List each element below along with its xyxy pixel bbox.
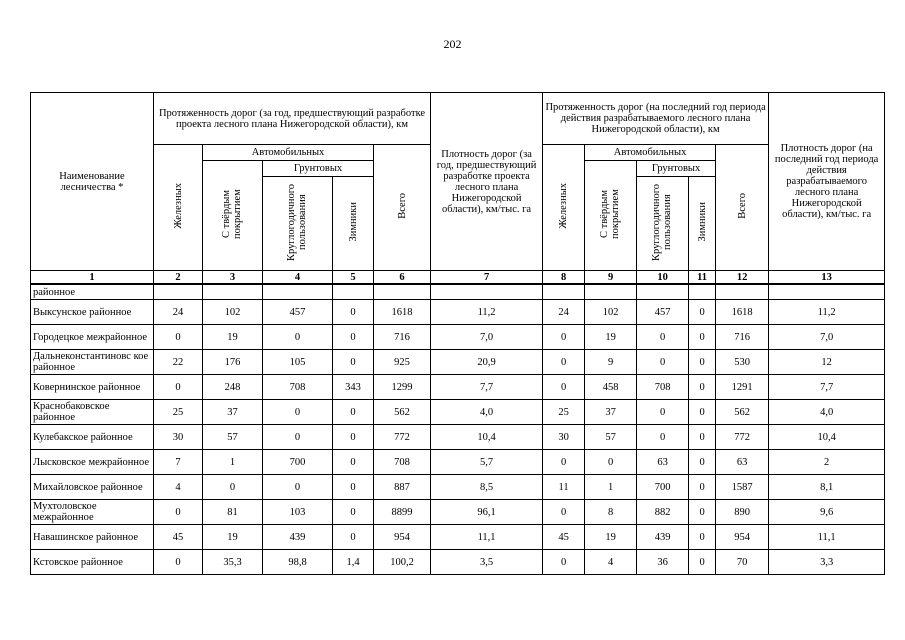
forestry-name-cell: районное bbox=[31, 284, 154, 300]
forestry-name-cell: Городецкое межрайонное bbox=[31, 325, 154, 350]
value-cell bbox=[637, 284, 689, 300]
value-cell: 0 bbox=[689, 500, 716, 525]
column-number: 4 bbox=[263, 271, 333, 285]
value-cell: 716 bbox=[716, 325, 769, 350]
header-group2: Протяженность дорог (на последний год периода действия разрабатываемого лесного плана Нижегородской области), км bbox=[543, 93, 769, 145]
value-cell: 0 bbox=[689, 425, 716, 450]
value-cell: 7 bbox=[154, 450, 203, 475]
forestry-name-cell: Выксунское районное bbox=[31, 300, 154, 325]
value-cell: 0 bbox=[689, 475, 716, 500]
value-cell: 8,1 bbox=[769, 475, 885, 500]
value-cell: 24 bbox=[543, 300, 585, 325]
value-cell bbox=[154, 284, 203, 300]
value-cell: 70 bbox=[716, 550, 769, 575]
value-cell: 9,6 bbox=[769, 500, 885, 525]
table-row bbox=[31, 325, 885, 350]
column-number: 9 bbox=[585, 271, 637, 285]
value-cell: 0 bbox=[263, 325, 333, 350]
value-cell: 11,1 bbox=[431, 525, 543, 550]
value-cell: 0 bbox=[689, 400, 716, 425]
value-cell: 98,8 bbox=[263, 550, 333, 575]
value-cell: 0 bbox=[263, 400, 333, 425]
value-cell bbox=[543, 284, 585, 300]
value-cell: 12 bbox=[769, 350, 885, 375]
value-cell: 7,0 bbox=[431, 325, 543, 350]
value-cell: 57 bbox=[203, 425, 263, 450]
column-number: 1 bbox=[31, 271, 154, 285]
value-cell: 25 bbox=[154, 400, 203, 425]
column-number: 3 bbox=[203, 271, 263, 285]
forestry-name-cell: Ковернинское районное bbox=[31, 375, 154, 400]
value-cell: 1618 bbox=[374, 300, 431, 325]
header-total-2: Всего bbox=[716, 145, 769, 271]
value-cell: 0 bbox=[585, 450, 637, 475]
table-row bbox=[31, 300, 885, 325]
value-cell: 708 bbox=[374, 450, 431, 475]
value-cell: 1618 bbox=[716, 300, 769, 325]
value-cell: 37 bbox=[585, 400, 637, 425]
value-cell: 0 bbox=[689, 375, 716, 400]
value-cell: 458 bbox=[585, 375, 637, 400]
value-cell: 0 bbox=[333, 400, 374, 425]
roads-table bbox=[30, 92, 885, 575]
value-cell: 0 bbox=[637, 325, 689, 350]
value-cell: 8 bbox=[585, 500, 637, 525]
value-cell: 37 bbox=[203, 400, 263, 425]
value-cell: 0 bbox=[203, 475, 263, 500]
header-allyear-2: Круглогодичного пользования bbox=[637, 177, 689, 271]
value-cell: 0 bbox=[154, 325, 203, 350]
header-rail-2: Железных bbox=[543, 145, 585, 271]
value-cell: 102 bbox=[585, 300, 637, 325]
value-cell bbox=[263, 284, 333, 300]
value-cell: 8,5 bbox=[431, 475, 543, 500]
value-cell: 700 bbox=[637, 475, 689, 500]
value-cell: 0 bbox=[333, 425, 374, 450]
header-total-1: Всего bbox=[374, 145, 431, 271]
value-cell: 0 bbox=[333, 475, 374, 500]
table-row bbox=[31, 500, 885, 525]
header-ground-2: Грунтовых bbox=[637, 161, 716, 177]
header-winter-2: Зимники bbox=[689, 177, 716, 271]
forestry-name-cell: Краснобаковское районное bbox=[31, 400, 154, 425]
value-cell: 11,2 bbox=[431, 300, 543, 325]
column-number-row bbox=[31, 271, 885, 285]
value-cell: 0 bbox=[689, 450, 716, 475]
value-cell: 1,4 bbox=[333, 550, 374, 575]
value-cell: 96,1 bbox=[431, 500, 543, 525]
value-cell: 35,3 bbox=[203, 550, 263, 575]
value-cell: 343 bbox=[333, 375, 374, 400]
value-cell: 1 bbox=[203, 450, 263, 475]
forestry-name-cell: Кулебакское районное bbox=[31, 425, 154, 450]
forestry-name-cell: Навашинское районное bbox=[31, 525, 154, 550]
header-paved-2: С твёрдым покрытием bbox=[585, 161, 637, 271]
value-cell: 63 bbox=[716, 450, 769, 475]
value-cell: 3,3 bbox=[769, 550, 885, 575]
header-winter-1: Зимники bbox=[333, 177, 374, 271]
value-cell: 716 bbox=[374, 325, 431, 350]
value-cell bbox=[769, 284, 885, 300]
value-cell: 2 bbox=[769, 450, 885, 475]
value-cell: 0 bbox=[689, 525, 716, 550]
value-cell: 0 bbox=[637, 425, 689, 450]
header-name-col: Наименование лесничества * bbox=[31, 93, 154, 271]
value-cell: 0 bbox=[154, 500, 203, 525]
table-row bbox=[31, 400, 885, 425]
forestry-name-cell: Кстовское районное bbox=[31, 550, 154, 575]
value-cell: 530 bbox=[716, 350, 769, 375]
value-cell: 0 bbox=[637, 400, 689, 425]
column-number: 8 bbox=[543, 271, 585, 285]
header-rail-1: Железных bbox=[154, 145, 203, 271]
value-cell: 882 bbox=[637, 500, 689, 525]
value-cell: 0 bbox=[543, 550, 585, 575]
header-density1: Плотность дорог (за год, предшествующий разработке проекта лесного плана Нижегородской области), км/тыс. га bbox=[431, 93, 543, 271]
value-cell: 925 bbox=[374, 350, 431, 375]
value-cell bbox=[333, 284, 374, 300]
header-group1: Протяженность дорог (за год, предшествующий разработке проекта лесного плана Нижегородской области), км bbox=[154, 93, 431, 145]
value-cell: 457 bbox=[637, 300, 689, 325]
value-cell: 887 bbox=[374, 475, 431, 500]
value-cell: 0 bbox=[689, 550, 716, 575]
header-ground-1: Грунтовых bbox=[263, 161, 374, 177]
value-cell: 7,7 bbox=[769, 375, 885, 400]
value-cell bbox=[585, 284, 637, 300]
value-cell: 1291 bbox=[716, 375, 769, 400]
value-cell: 81 bbox=[203, 500, 263, 525]
header-auto-1: Автомобильных bbox=[203, 145, 374, 161]
table-row bbox=[31, 375, 885, 400]
value-cell: 0 bbox=[543, 350, 585, 375]
header-auto-2: Автомобильных bbox=[585, 145, 716, 161]
value-cell: 3,5 bbox=[431, 550, 543, 575]
value-cell: 0 bbox=[543, 325, 585, 350]
value-cell: 5,7 bbox=[431, 450, 543, 475]
value-cell: 0 bbox=[154, 375, 203, 400]
column-number: 2 bbox=[154, 271, 203, 285]
value-cell: 248 bbox=[203, 375, 263, 400]
value-cell: 176 bbox=[203, 350, 263, 375]
value-cell: 700 bbox=[263, 450, 333, 475]
value-cell: 0 bbox=[263, 475, 333, 500]
value-cell: 10,4 bbox=[769, 425, 885, 450]
value-cell: 11,1 bbox=[769, 525, 885, 550]
value-cell: 0 bbox=[333, 325, 374, 350]
value-cell: 4 bbox=[154, 475, 203, 500]
value-cell: 22 bbox=[154, 350, 203, 375]
value-cell: 4,0 bbox=[431, 400, 543, 425]
table-row bbox=[31, 450, 885, 475]
table-row bbox=[31, 525, 885, 550]
value-cell: 562 bbox=[374, 400, 431, 425]
value-cell bbox=[203, 284, 263, 300]
value-cell: 7,0 bbox=[769, 325, 885, 350]
column-number: 10 bbox=[637, 271, 689, 285]
table-row bbox=[31, 350, 885, 375]
value-cell: 0 bbox=[543, 375, 585, 400]
table-row bbox=[31, 475, 885, 500]
column-number: 5 bbox=[333, 271, 374, 285]
column-number: 7 bbox=[431, 271, 543, 285]
value-cell: 30 bbox=[543, 425, 585, 450]
table-row bbox=[31, 550, 885, 575]
value-cell: 0 bbox=[543, 500, 585, 525]
value-cell: 105 bbox=[263, 350, 333, 375]
value-cell: 4,0 bbox=[769, 400, 885, 425]
value-cell: 103 bbox=[263, 500, 333, 525]
value-cell: 20,9 bbox=[431, 350, 543, 375]
value-cell: 954 bbox=[716, 525, 769, 550]
value-cell: 10,4 bbox=[431, 425, 543, 450]
header-paved-1: С твёрдым покрытием bbox=[203, 161, 263, 271]
page-number: 202 bbox=[443, 37, 462, 51]
value-cell: 562 bbox=[716, 400, 769, 425]
forestry-name-cell: Лысковское межрайонное bbox=[31, 450, 154, 475]
value-cell: 954 bbox=[374, 525, 431, 550]
column-number: 11 bbox=[689, 271, 716, 285]
header-density2: Плотность дорог (на последний год периода действия разрабатываемого лесного плана Нижегородской области), км/тыс. га bbox=[769, 93, 885, 271]
value-cell: 100,2 bbox=[374, 550, 431, 575]
table-body bbox=[31, 284, 885, 575]
value-cell: 57 bbox=[585, 425, 637, 450]
value-cell: 1299 bbox=[374, 375, 431, 400]
value-cell: 0 bbox=[154, 550, 203, 575]
value-cell: 24 bbox=[154, 300, 203, 325]
column-number: 13 bbox=[769, 271, 885, 285]
value-cell: 0 bbox=[333, 450, 374, 475]
forestry-name-cell: Мухтоловское межрайонное bbox=[31, 500, 154, 525]
value-cell: 0 bbox=[543, 450, 585, 475]
value-cell: 4 bbox=[585, 550, 637, 575]
value-cell: 11 bbox=[543, 475, 585, 500]
value-cell: 0 bbox=[263, 425, 333, 450]
forestry-name-cell: Михайловское районное bbox=[31, 475, 154, 500]
value-cell: 0 bbox=[333, 525, 374, 550]
value-cell: 8899 bbox=[374, 500, 431, 525]
value-cell: 19 bbox=[203, 525, 263, 550]
value-cell: 0 bbox=[637, 350, 689, 375]
header-allyear-1: Круглогодичного пользования bbox=[263, 177, 333, 271]
value-cell: 0 bbox=[689, 325, 716, 350]
value-cell: 439 bbox=[637, 525, 689, 550]
value-cell bbox=[374, 284, 431, 300]
value-cell: 19 bbox=[585, 525, 637, 550]
value-cell: 19 bbox=[585, 325, 637, 350]
value-cell: 9 bbox=[585, 350, 637, 375]
value-cell: 45 bbox=[543, 525, 585, 550]
forestry-name-cell: Дальнеконстантиновс кое районное bbox=[31, 350, 154, 375]
column-number: 6 bbox=[374, 271, 431, 285]
value-cell: 0 bbox=[689, 350, 716, 375]
value-cell: 63 bbox=[637, 450, 689, 475]
value-cell: 772 bbox=[716, 425, 769, 450]
value-cell: 7,7 bbox=[431, 375, 543, 400]
table-row bbox=[31, 284, 885, 300]
value-cell: 0 bbox=[333, 500, 374, 525]
value-cell: 45 bbox=[154, 525, 203, 550]
value-cell: 102 bbox=[203, 300, 263, 325]
value-cell: 708 bbox=[263, 375, 333, 400]
value-cell: 30 bbox=[154, 425, 203, 450]
value-cell: 0 bbox=[333, 350, 374, 375]
value-cell: 0 bbox=[689, 300, 716, 325]
value-cell: 772 bbox=[374, 425, 431, 450]
value-cell: 11,2 bbox=[769, 300, 885, 325]
value-cell: 0 bbox=[333, 300, 374, 325]
value-cell: 457 bbox=[263, 300, 333, 325]
value-cell bbox=[431, 284, 543, 300]
value-cell bbox=[716, 284, 769, 300]
value-cell: 439 bbox=[263, 525, 333, 550]
value-cell: 708 bbox=[637, 375, 689, 400]
value-cell: 1 bbox=[585, 475, 637, 500]
table-row bbox=[31, 425, 885, 450]
column-number: 12 bbox=[716, 271, 769, 285]
value-cell: 19 bbox=[203, 325, 263, 350]
value-cell: 890 bbox=[716, 500, 769, 525]
value-cell: 25 bbox=[543, 400, 585, 425]
value-cell: 36 bbox=[637, 550, 689, 575]
value-cell bbox=[689, 284, 716, 300]
value-cell: 1587 bbox=[716, 475, 769, 500]
